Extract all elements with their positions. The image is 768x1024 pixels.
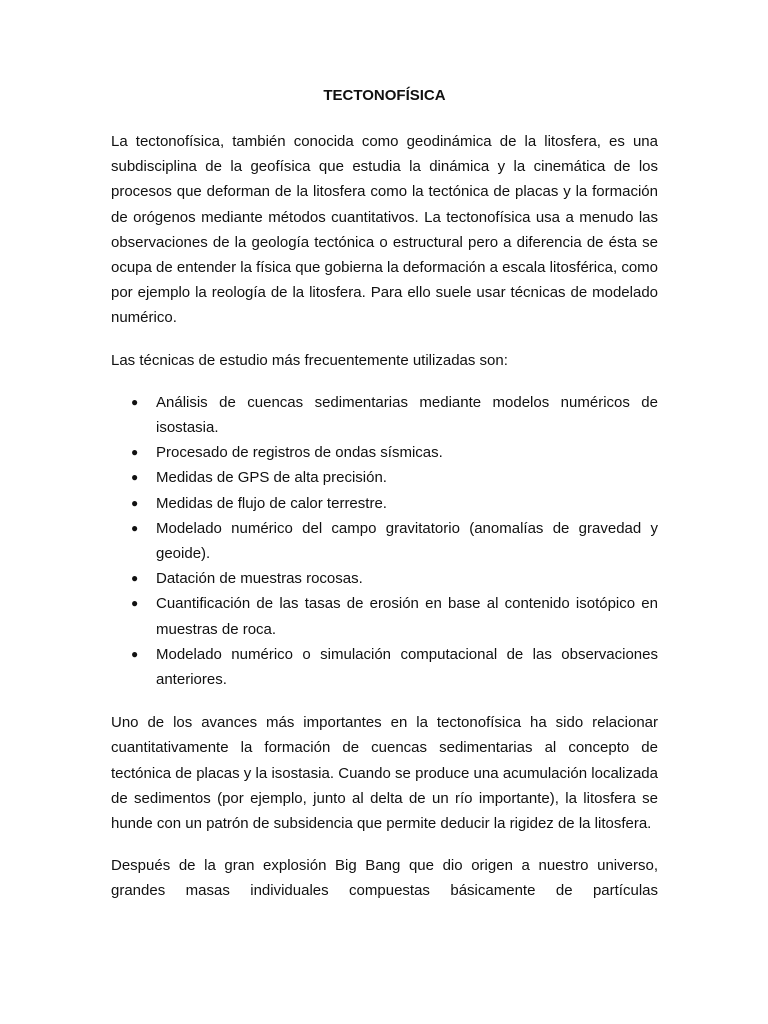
bullet-icon: ● — [131, 596, 139, 611]
techniques-list — [111, 390, 658, 692]
list-item — [111, 591, 658, 641]
list-item — [111, 440, 658, 465]
list-item — [111, 465, 658, 490]
paragraph-big-bang: Después de la gran explosión Big Bang que dio origen a nuestro universo, grandes masas individuales compuestas básicamente de partículas — [111, 857, 658, 900]
bullet-icon: ● — [131, 445, 139, 460]
list-item — [111, 566, 658, 591]
bullet-icon: ● — [131, 571, 139, 586]
list-item-text: Modelado numérico del campo gravitatorio (anomalías de gravedad y geoide). — [156, 519, 658, 563]
list-item-text: Modelado numérico o simulación computacional de las observaciones anteriores. — [156, 645, 658, 689]
list-item — [111, 491, 658, 516]
bullet-icon: ● — [131, 394, 139, 409]
paragraph-cuencas-sedimentarias: Uno de los avances más importantes en la tectonofísica ha sido relacionar cuantitativamente la formación de cuencas sedimentarias al concepto de tectónica de placas y la isostasia. Cuando se produce una acumulación localizada de sedimentos (por ejemplo, junto al delta de un río importante), la litosfera se hunde con un patrón de subsidencia que permite deducir la rigidez de la litosfera. — [111, 714, 658, 833]
list-item-text: Medidas de GPS de alta precisión. — [156, 469, 387, 487]
document-title: TECTONOFÍSICA — [323, 87, 446, 104]
list-item-text: Cuantificación de las tasas de erosión en base al contenido isotópico en muestras de roca. — [156, 595, 658, 638]
list-item — [111, 516, 658, 566]
list-item — [111, 642, 658, 692]
list-item — [111, 390, 658, 440]
list-item-text: Análisis de cuencas sedimentarias mediante modelos numéricos de isostasia. — [156, 393, 658, 437]
document-body — [111, 83, 658, 921]
bullet-icon: ● — [131, 520, 139, 535]
bullet-icon: ● — [131, 495, 139, 510]
techniques-list-intro: Las técnicas de estudio más frecuentemente utilizadas son: — [111, 351, 508, 369]
bullet-icon: ● — [131, 470, 139, 485]
list-item-text: Datación de muestras rocosas. — [156, 570, 363, 588]
paragraph-intro-tectonofisica: La tectonofísica, también conocida como geodinámica de la litosfera, es una subdisciplina de la geofísica que estudia la dinámica y la cinemática de los procesos que deforman de la litosfera como la tectónica de placas y la formación de orógenos mediante métodos cuantitativos. La tectonofísica usa a menudo las observaciones de la geología tectónica o estructural pero a diferencia de ésta se ocupa de entender la física que gobierna la deformación a escala litosférica, como por ejemplo la reología de la litosfera. Para ello suele usar técnicas de modelado numérico. — [111, 133, 658, 327]
list-item-text: Medidas de flujo de calor terrestre. — [156, 494, 387, 512]
list-item-text: Procesado de registros de ondas sísmicas. — [156, 444, 443, 462]
bullet-icon: ● — [131, 646, 139, 661]
